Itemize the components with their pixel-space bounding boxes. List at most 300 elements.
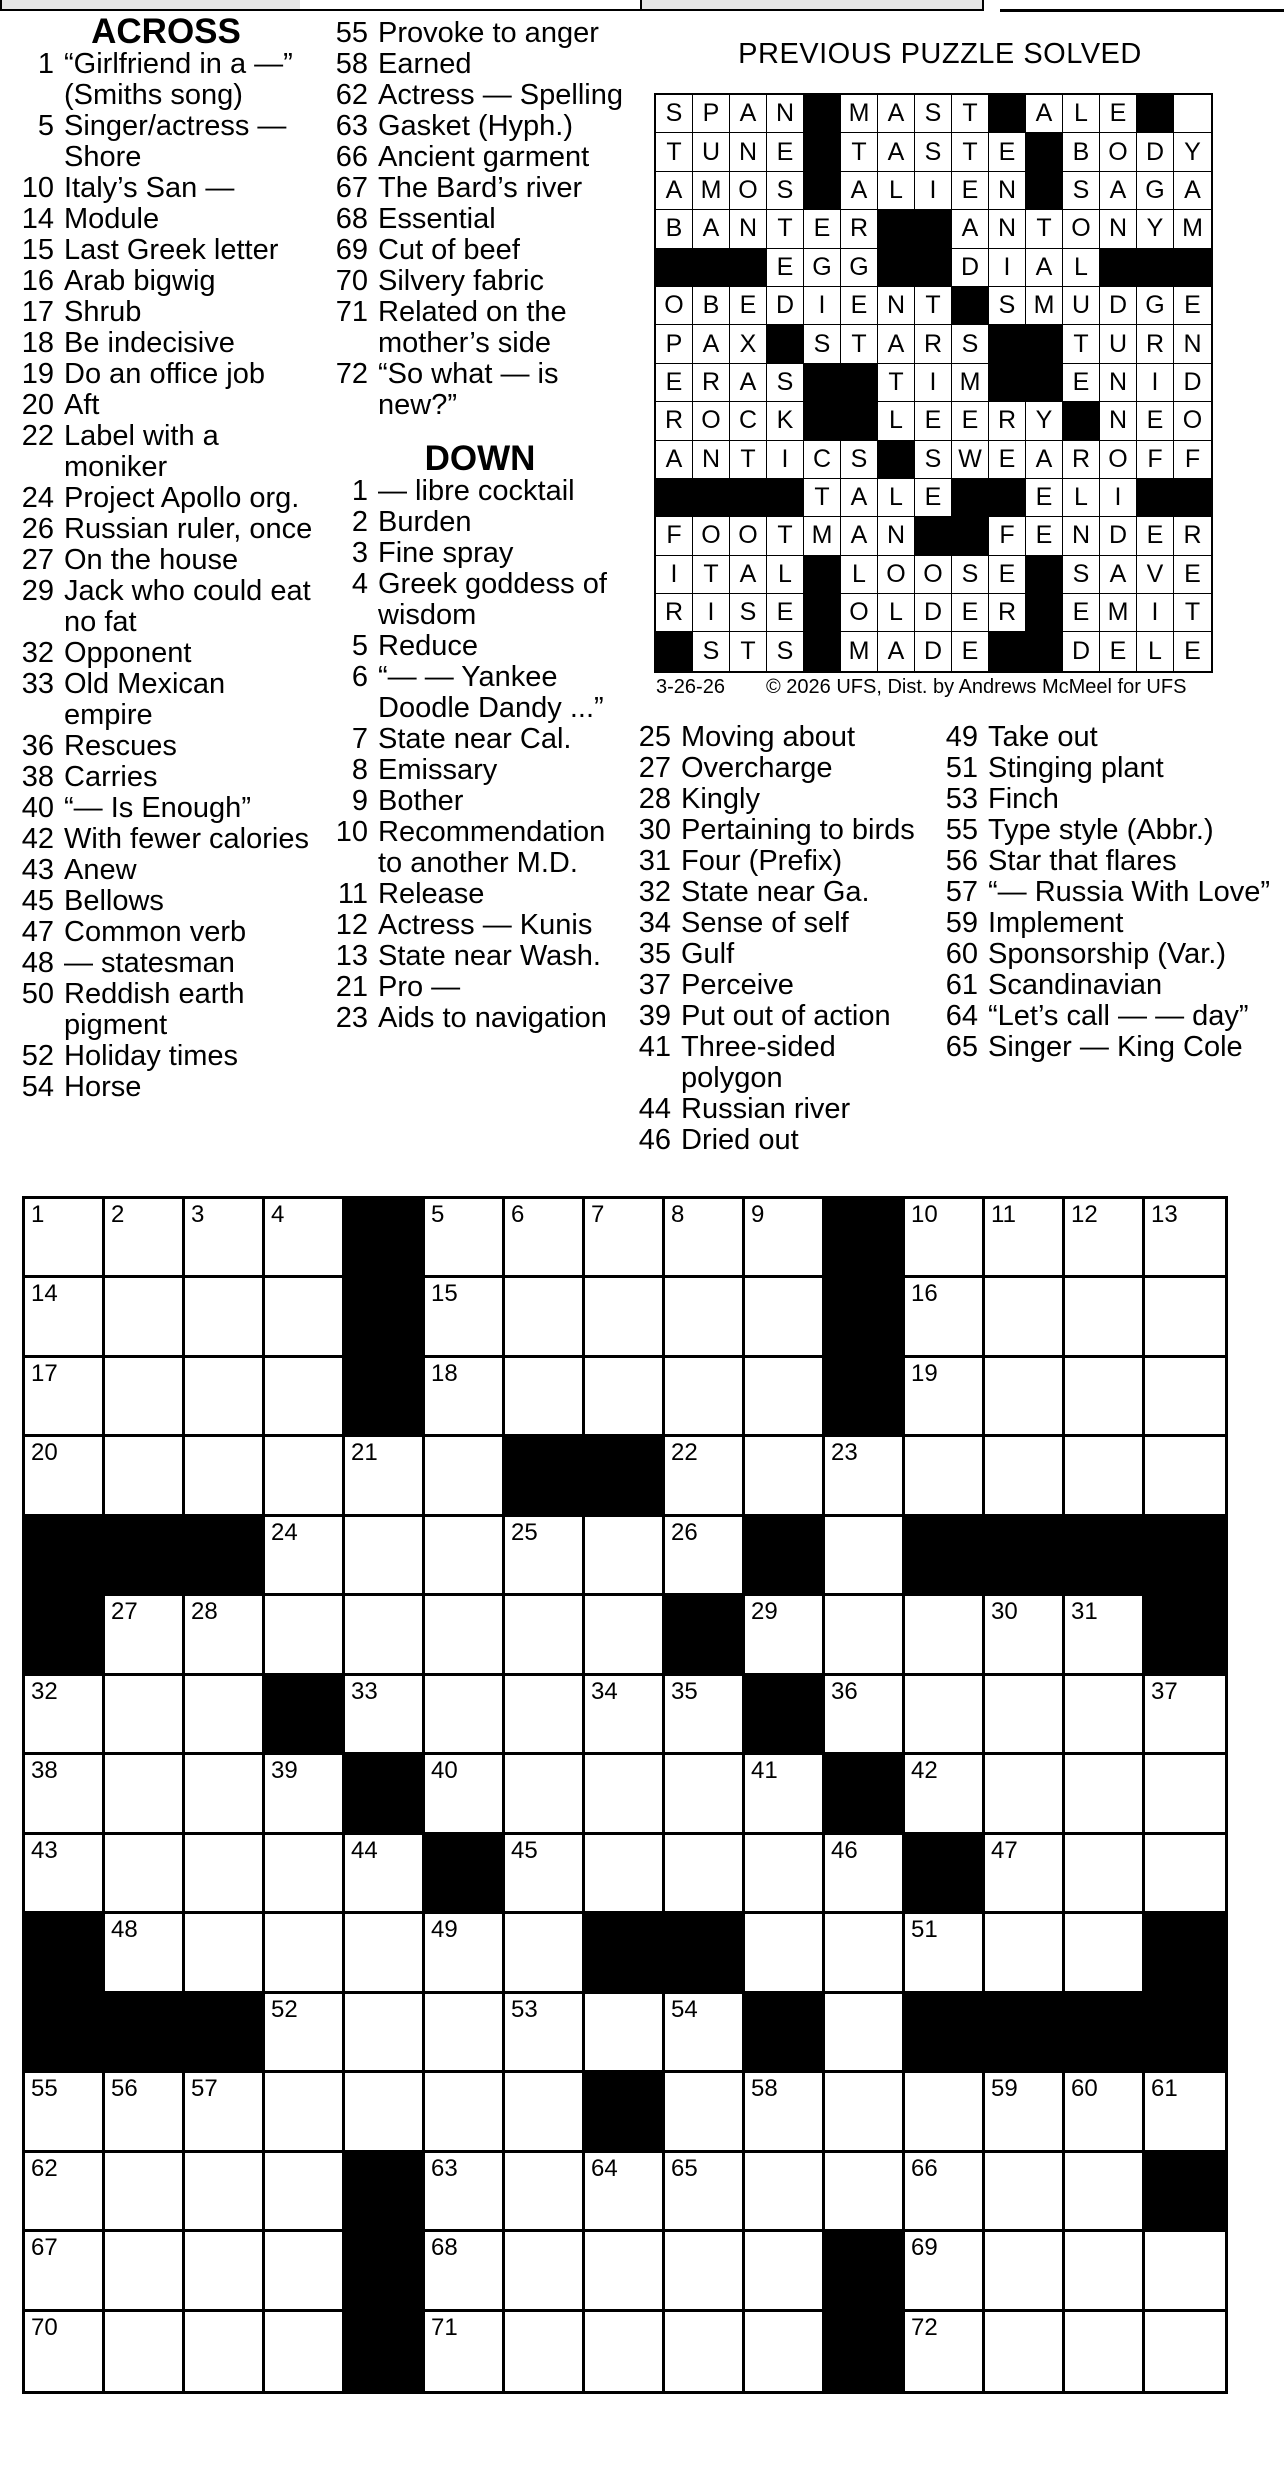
down-clue [940,970,1270,1001]
solved-letter-cell: O [730,172,767,210]
answer-cell[interactable] [505,1914,585,1993]
answer-cell[interactable] [185,1278,265,1357]
answer-cell[interactable] [425,1994,505,2073]
answer-cell[interactable] [505,1755,585,1834]
answer-cell[interactable] [265,1994,345,2073]
answer-cell[interactable] [105,1199,185,1278]
solved-letter-cell: E [1184,637,1201,666]
answer-cell[interactable] [665,2232,745,2311]
answer-cell[interactable] [1065,2232,1145,2311]
answer-cell[interactable] [905,1278,985,1357]
solved-black-square [804,133,841,171]
solved-letter-cell: A [878,133,915,171]
answer-cell[interactable] [265,2312,345,2391]
answer-cell[interactable] [25,2153,105,2232]
clue-number: 36 [21,730,54,762]
answer-cell[interactable] [185,1755,265,1834]
down-clues-column-1 [633,722,933,1156]
answer-cell[interactable] [665,1358,745,1437]
solved-letter-cell: I [915,172,952,210]
answer-cell[interactable] [105,1596,185,1675]
clue-text: Four (Prefix) [681,845,843,877]
answer-cell[interactable] [25,2312,105,2391]
answer-cell[interactable] [425,1914,505,1993]
answer-cell[interactable] [905,1755,985,1834]
answer-cell[interactable] [185,2073,265,2152]
answer-cell[interactable] [665,1278,745,1357]
answer-cell[interactable] [425,2312,505,2391]
answer-cell[interactable] [1065,1278,1145,1357]
answer-cell[interactable] [265,1199,345,1278]
solved-letter-cell: N [730,133,767,171]
answer-cell[interactable] [185,2153,265,2232]
down-clue [633,877,933,908]
cell-number: 19 [911,1359,938,1387]
solved-letter-cell: A [656,172,693,210]
answer-cell[interactable] [1065,1199,1145,1278]
solved-black-square [1026,364,1063,402]
answer-cell[interactable] [825,2073,905,2152]
answer-cell[interactable] [585,1278,665,1357]
cell-number: 30 [991,1598,1018,1626]
answer-cell[interactable] [905,2232,985,2311]
top-tab [0,0,304,11]
clue-number: 4 [351,568,368,600]
across-clue [16,1072,316,1103]
answer-cell[interactable] [585,1994,665,2073]
answer-cell[interactable] [505,1676,585,1755]
answer-cell[interactable] [745,2153,825,2232]
clue-number: 20 [21,389,54,421]
answer-cell[interactable] [905,2153,985,2232]
answer-cell[interactable] [505,2312,585,2391]
cell-number: 37 [1151,1677,1178,1705]
cell-number: 11 [991,1201,1016,1228]
answer-cell[interactable] [665,1755,745,1834]
answer-cell[interactable] [505,1358,585,1437]
answer-cell[interactable] [1065,1358,1145,1437]
answer-cell[interactable] [425,1358,505,1437]
across-clue [16,266,316,297]
solved-black-square [656,249,693,287]
answer-cell[interactable] [745,2232,825,2311]
answer-cell[interactable] [1145,1278,1225,1357]
answer-cell[interactable] [665,1437,745,1516]
across-clue [330,266,630,297]
answer-cell[interactable] [425,2073,505,2152]
solved-letter-cell: C [730,402,767,440]
solved-letter-cell: L [767,556,804,594]
answer-cell[interactable] [425,2232,505,2311]
answer-cell[interactable] [665,1517,745,1596]
answer-cell[interactable] [665,2073,745,2152]
solved-letter-cell: E [1063,594,1100,632]
answer-cell[interactable] [1145,1199,1225,1278]
answer-cell[interactable] [985,1199,1065,1278]
answer-cell[interactable] [1145,1437,1225,1516]
answer-cell[interactable] [505,2153,585,2232]
answer-cell[interactable] [985,2153,1065,2232]
clue-text: “Let’s call — — day” [988,1000,1249,1032]
clue-text: “— Russia With Love” [988,876,1271,908]
down-clue [330,724,630,755]
answer-cell[interactable] [345,1994,425,2073]
answer-cell[interactable] [105,1358,185,1437]
answer-cell[interactable] [745,1358,825,1437]
solved-letter-cell: S [915,441,952,479]
answer-cell[interactable] [745,2312,825,2391]
black-square [1065,1517,1145,1596]
across-clue [330,18,630,49]
answer-cell[interactable] [745,1437,825,1516]
black-square [345,2153,425,2232]
answer-cell[interactable] [1065,1676,1145,1755]
answer-cell[interactable] [825,1676,905,1755]
answer-cell[interactable] [1065,2073,1145,2152]
answer-cell[interactable] [1145,1358,1225,1437]
answer-cell[interactable] [745,1835,825,1914]
clue-number: 10 [21,172,54,204]
solved-letter-cell: P [656,325,693,363]
clue-text: Do an office job [64,358,265,390]
answer-cell[interactable] [185,1199,265,1278]
answer-cell[interactable] [1065,1596,1145,1675]
answer-cell[interactable] [985,1358,1065,1437]
solved-black-square [989,364,1026,402]
answer-cell[interactable] [585,2312,665,2391]
answer-cell[interactable] [25,1278,105,1357]
answer-cell[interactable] [505,2232,585,2311]
answer-cell[interactable] [985,1914,1065,1993]
answer-cell[interactable] [585,1835,665,1914]
down-clue [633,753,933,784]
answer-cell[interactable] [745,1914,825,1993]
answer-cell[interactable] [905,1676,985,1755]
solved-letter-cell: D [1063,632,1100,670]
answer-cell[interactable] [585,1517,665,1596]
across-heading: ACROSS [91,12,241,51]
clue-text: Pro — [378,971,461,1003]
solved-letter-cell: E [1100,95,1137,133]
answer-cell[interactable] [185,1596,265,1675]
clue-number: 17 [21,296,54,328]
answer-cell[interactable] [345,1835,425,1914]
solved-letter-cell: X [730,325,767,363]
answer-cell[interactable] [1145,1835,1225,1914]
answer-cell[interactable] [1145,2312,1225,2391]
solved-letter-cell: D [767,287,804,325]
answer-cell[interactable] [1065,1914,1145,1993]
answer-cell[interactable] [425,1437,505,1516]
solved-black-square [767,325,804,363]
clue-number: 41 [638,1031,671,1063]
answer-cell[interactable] [1065,1835,1145,1914]
answer-cell[interactable] [745,1199,825,1278]
clue-text: Module [64,203,160,235]
answer-cell[interactable] [1065,2153,1145,2232]
answer-cell[interactable] [985,1437,1065,1516]
answer-cell[interactable] [985,2232,1065,2311]
answer-cell[interactable] [505,1835,585,1914]
answer-cell[interactable] [985,1596,1065,1675]
answer-cell[interactable] [105,1835,185,1914]
clue-text: Recommendation to another M.D. [378,816,606,879]
down-clue [940,939,1270,970]
answer-cell[interactable] [265,2073,345,2152]
answer-cell[interactable] [585,2232,665,2311]
clue-number: 26 [21,513,54,545]
solved-black-square [804,556,841,594]
black-square [185,1994,265,2073]
answer-cell[interactable] [345,2073,425,2152]
clue-text: Reduce [378,630,478,662]
answer-cell[interactable] [265,1437,345,1516]
clue-text: “— Is Enough” [64,792,251,824]
answer-cell[interactable] [825,1517,905,1596]
answer-cell[interactable] [425,2153,505,2232]
top-tab [640,0,984,11]
answer-cell[interactable] [1065,1437,1145,1516]
answer-cell[interactable] [585,1676,665,1755]
answer-cell[interactable] [985,1278,1065,1357]
answer-cell[interactable] [505,1994,585,2073]
answer-cell[interactable] [345,1437,425,1516]
solved-letter-cell: S [841,441,878,479]
clue-number: 11 [337,878,368,910]
answer-cell[interactable] [185,1676,265,1755]
answer-cell[interactable] [1065,1755,1145,1834]
answer-cell[interactable] [265,1835,345,1914]
answer-cell[interactable] [185,2312,265,2391]
answer-cell[interactable] [505,2073,585,2152]
answer-cell[interactable] [105,1676,185,1755]
answer-cell[interactable] [825,1914,905,1993]
clue-number: 25 [638,721,671,753]
answer-cell[interactable] [25,2232,105,2311]
answer-cell[interactable] [1145,1676,1225,1755]
answer-cell[interactable] [345,1517,425,1596]
answer-cell[interactable] [265,1358,345,1437]
answer-cell[interactable] [25,1437,105,1516]
across-clue [16,328,316,359]
answer-cell[interactable] [105,1437,185,1516]
solved-letter-cell: E [1174,556,1211,594]
solved-black-square [952,517,989,555]
answer-cell[interactable] [1145,2073,1225,2152]
clue-number: 37 [638,969,671,1001]
answer-cell[interactable] [585,1358,665,1437]
answer-cell[interactable] [105,2153,185,2232]
cell-number: 23 [831,1439,858,1467]
clue-number: 55 [335,17,368,49]
answer-cell[interactable] [185,1358,265,1437]
cell-number: 46 [831,1836,858,1864]
solved-black-square [1137,479,1174,517]
solved-letter-cell: E [1174,287,1211,325]
answer-cell[interactable] [1145,2232,1225,2311]
answer-cell[interactable] [105,2312,185,2391]
answer-cell[interactable] [905,1437,985,1516]
answer-cell[interactable] [665,2312,745,2391]
clue-text: On the house [64,544,239,576]
answer-cell[interactable] [505,1278,585,1357]
cell-number: 6 [511,1201,525,1228]
solved-letter-cell: L [1063,95,1100,133]
answer-cell[interactable] [665,1199,745,1278]
clue-text: Sponsorship (Var.) [988,938,1227,970]
down-clue [940,846,1270,877]
down-clue [330,910,630,941]
answer-cell[interactable] [105,1914,185,1993]
answer-cell[interactable] [505,1517,585,1596]
answer-cell[interactable] [745,2073,825,2152]
across-clue [16,204,316,235]
solved-black-square [1100,249,1137,287]
answer-cell[interactable] [425,1676,505,1755]
solved-letter-cell: R [989,594,1026,632]
answer-cell[interactable] [905,1914,985,1993]
solved-letter-cell: Y [1174,133,1211,171]
answer-cell[interactable] [25,2073,105,2152]
clue-text: Earned [378,48,472,80]
crossword-grid [22,1196,1228,2394]
answer-cell[interactable] [745,1755,825,1834]
answer-cell[interactable] [185,1835,265,1914]
answer-cell[interactable] [585,1199,665,1278]
answer-cell[interactable] [265,1596,345,1675]
answer-cell[interactable] [985,2312,1065,2391]
down-clue [633,1001,933,1032]
cell-number: 24 [271,1518,298,1546]
clue-text: Reddish earth pigment [64,978,245,1041]
across-clue [16,49,316,111]
down-clue [330,507,630,538]
clue-number: 9 [351,785,368,817]
answer-cell[interactable] [985,1835,1065,1914]
answer-cell[interactable] [825,2153,905,2232]
clue-text: Aft [64,389,100,421]
clue-text: Overcharge [681,752,833,784]
answer-cell[interactable] [265,1517,345,1596]
solved-letter-cell: O [878,556,915,594]
solved-black-square [915,517,952,555]
answer-cell[interactable] [505,1199,585,1278]
cell-number: 4 [271,1201,285,1228]
cell-number: 27 [111,1598,138,1626]
solved-letter-cell: E [915,479,952,517]
answer-cell[interactable] [665,1835,745,1914]
answer-cell[interactable] [25,1835,105,1914]
solved-letter-cell: E [989,133,1026,171]
answer-cell[interactable] [345,1596,425,1675]
answer-cell[interactable] [105,2232,185,2311]
answer-cell[interactable] [105,2073,185,2152]
answer-cell[interactable] [425,1596,505,1675]
clue-number: 58 [335,48,368,80]
solved-black-square [804,95,841,133]
previous-puzzle-grid [654,93,1213,673]
answer-cell[interactable] [825,1596,905,1675]
clue-text: Aids to navigation [378,1002,607,1034]
answer-cell[interactable] [825,1835,905,1914]
answer-cell[interactable] [25,1199,105,1278]
answer-cell[interactable] [265,1278,345,1357]
answer-cell[interactable] [665,1676,745,1755]
answer-cell[interactable] [25,1755,105,1834]
answer-cell[interactable] [105,1755,185,1834]
clue-number: 10 [335,816,368,848]
clue-number: 50 [21,978,54,1010]
solved-letter-cell: S [767,632,804,670]
answer-cell[interactable] [665,1994,745,2073]
answer-cell[interactable] [905,1199,985,1278]
answer-cell[interactable] [425,1199,505,1278]
answer-cell[interactable] [265,2153,345,2232]
answer-cell[interactable] [825,1994,905,2073]
answer-cell[interactable] [905,1596,985,1675]
solved-letter-cell: T [804,479,841,517]
answer-cell[interactable] [345,1914,425,1993]
answer-cell[interactable] [985,1755,1065,1834]
answer-cell[interactable] [185,2232,265,2311]
solved-letter-cell: N [767,95,804,133]
across-clue [16,762,316,793]
cell-number: 65 [671,2154,698,2182]
answer-cell[interactable] [25,1676,105,1755]
answer-cell[interactable] [585,2153,665,2232]
answer-cell[interactable] [345,1676,425,1755]
answer-cell[interactable] [905,2073,985,2152]
answer-cell[interactable] [25,1358,105,1437]
answer-cell[interactable] [905,2312,985,2391]
answer-cell[interactable] [1145,1755,1225,1834]
answer-cell[interactable] [185,1437,265,1516]
solved-letter-cell: N [878,517,915,555]
answer-cell[interactable] [265,1755,345,1834]
answer-cell[interactable] [425,1517,505,1596]
answer-cell[interactable] [745,1596,825,1675]
answer-cell[interactable] [185,1914,265,1993]
clue-number: 1 [351,475,368,507]
across-clue [330,204,630,235]
answer-cell[interactable] [1065,2312,1145,2391]
answer-cell[interactable] [265,1914,345,1993]
answer-cell[interactable] [985,2073,1065,2152]
answer-cell[interactable] [585,1596,665,1675]
black-square [665,1914,745,1993]
answer-cell[interactable] [585,1755,665,1834]
solved-black-square [989,325,1026,363]
solved-letter-cell: P [693,95,730,133]
answer-cell[interactable] [905,1358,985,1437]
solved-letter-cell: L [1137,632,1174,670]
solved-black-square [693,249,730,287]
black-square [985,1994,1065,2073]
answer-cell[interactable] [985,1676,1065,1755]
answer-cell[interactable] [825,1437,905,1516]
clue-text: Label with a moniker [64,420,219,483]
down-clue [330,476,630,507]
answer-cell[interactable] [745,1278,825,1357]
answer-cell[interactable] [665,2153,745,2232]
answer-cell[interactable] [105,1278,185,1357]
answer-cell[interactable] [505,1596,585,1675]
clue-text: Singer/actress — Shore [64,110,287,173]
cell-number: 13 [1151,1201,1178,1228]
answer-cell[interactable] [265,2232,345,2311]
answer-cell[interactable] [425,1278,505,1357]
answer-cell[interactable] [425,1755,505,1834]
